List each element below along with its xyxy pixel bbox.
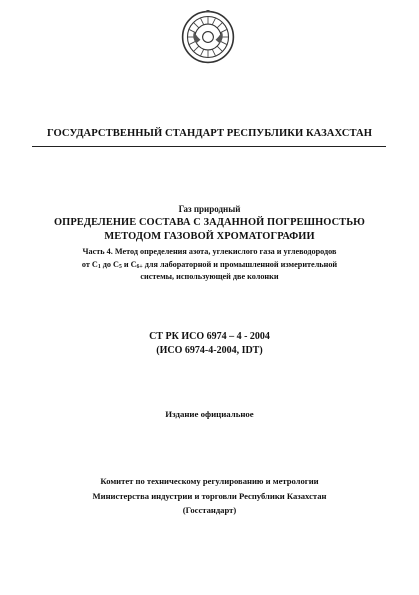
committee-line-1: Комитет по техническому регулированию и метрологии [100, 476, 319, 486]
part-line-1: Часть 4. Метод определения азота, углекислого газа и углеводородов [82, 247, 337, 256]
title-divider [32, 146, 386, 147]
part-line-2-sub-3: 6+ [136, 263, 143, 270]
part-line-2-post: для лабораторной и промышленной измерительной [142, 259, 338, 269]
standard-code-line-1: СТ РК ИСО 6974 – 4 - 2004 [149, 331, 270, 342]
edition-label: Издание официальное [165, 409, 254, 419]
part-line-2-mid-2: и C [121, 259, 137, 269]
part-line-2-sub-2: 5 [118, 263, 122, 270]
document-title-line-1: ОПРЕДЕЛЕНИЕ СОСТАВА С ЗАДАННОЙ ПОГРЕШНОСТЬЮ [54, 217, 365, 228]
document-title-line-2: МЕТОДОМ ГАЗОВОЙ ХРОМАТОГРАФИИ [104, 231, 315, 242]
publisher-committee [0, 474, 419, 518]
part-line-2 [0, 259, 419, 272]
state-emblem-icon [181, 10, 235, 64]
part-line-2-pre: от C [81, 259, 98, 269]
document-subject: Газ природный [178, 204, 241, 214]
part-line-2-sub-1: 1 [97, 263, 101, 270]
document-part-description [0, 246, 419, 284]
standard-title: ГОСУДАРСТВЕННЫЙ СТАНДАРТ РЕСПУБЛИКИ КАЗАХСТАН [46, 128, 373, 139]
standard-code [0, 330, 419, 358]
committee-line-3: (Госстандарт) [182, 505, 237, 515]
standard-code-line-2: (ИСО 6974-4-2004, IDT) [156, 345, 263, 356]
part-line-2-mid-1: до C [100, 259, 119, 269]
part-line-3: системы, использующей две колонки [140, 272, 279, 281]
committee-line-2: Министерства индустрии и торговли Республики Казахстан [92, 490, 327, 501]
